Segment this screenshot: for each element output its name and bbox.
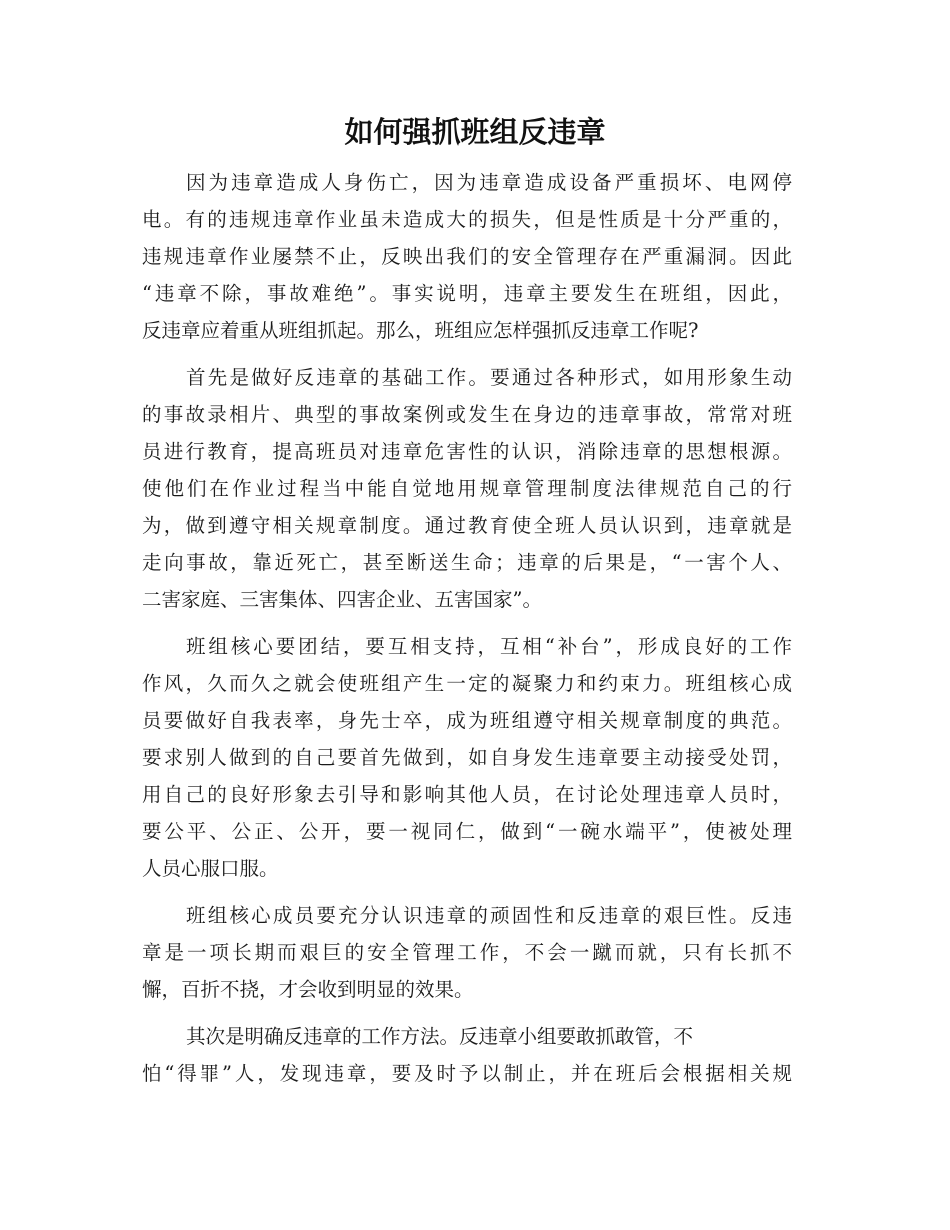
document-title: 如何强抓班组反违章 bbox=[344, 115, 606, 149]
text-line: 的事故录相片、典型的事故案例或发生在身边的违章事故，常常对班 bbox=[142, 403, 792, 426]
text-line: 要公平、公正、公开，要一视同仁，做到“一碗水端平”，使被处理 bbox=[142, 820, 792, 843]
text-line: 章是一项长期而艰巨的安全管理工作，不会一蹴而就，只有长抓不 bbox=[142, 941, 792, 964]
paragraph-spacer bbox=[142, 1008, 792, 1018]
text-line: 班组核心成员要充分认识违章的顽固性和反违章的艰巨性。反违 bbox=[186, 904, 792, 927]
text-line: 懈，百折不挠，才会收到明显的效果。 bbox=[142, 978, 474, 1001]
text-line: 走向事故，靠近死亡，甚至断送生命；违章的后果是，“一害个人、 bbox=[142, 551, 792, 574]
paragraph-spacer bbox=[142, 349, 792, 359]
paragraph-3 bbox=[142, 628, 792, 887]
text-line: 首先是做好反违章的基础工作。要通过各种形式，如用形象生动 bbox=[186, 366, 792, 389]
text-line: 用自己的良好形象去引导和影响其他人员，在讨论处理违章人员时， bbox=[142, 783, 792, 806]
document-body bbox=[142, 164, 792, 1092]
paragraph-2 bbox=[142, 359, 792, 618]
paragraph-spacer bbox=[142, 618, 792, 628]
text-line: 员要做好自我表率，身先士卒，成为班组遵守相关规章制度的典范。 bbox=[142, 709, 792, 732]
text-line: 二害家庭、三害集体、四害企业、五害国家”。 bbox=[142, 588, 542, 611]
text-line: 为，做到遵守相关规章制度。通过教育使全班人员认识到，违章就是 bbox=[142, 514, 792, 537]
text-line: 作风，久而久之就会使班组产生一定的凝聚力和约束力。班组核心成 bbox=[142, 672, 792, 695]
text-line: 要求别人做到的自己要首先做到，如自身发生违章要主动接受处罚， bbox=[142, 746, 792, 769]
text-line: 人员心服口服。 bbox=[142, 857, 279, 880]
text-line: “违章不除，事故难绝”。事实说明，违章主要发生在班组，因此， bbox=[142, 282, 792, 305]
text-line: 违规违章作业屡禁不止，反映出我们的安全管理存在严重漏洞。因此 bbox=[142, 245, 792, 268]
paragraph-spacer bbox=[142, 887, 792, 897]
paragraph-5 bbox=[142, 1018, 792, 1092]
text-line: 反违章应着重从班组抓起。那么，班组应怎样强抓反违章工作呢? bbox=[142, 319, 699, 342]
text-line: 电。有的违规违章作业虽未造成大的损失，但是性质是十分严重的， bbox=[142, 208, 792, 231]
paragraph-4 bbox=[142, 897, 792, 1008]
text-line: 班组核心要团结，要互相支持，互相“补台”，形成良好的工作 bbox=[186, 635, 792, 658]
text-line: 员进行教育，提高班员对违章危害性的认识，消除违章的思想根源。 bbox=[142, 440, 792, 463]
text-line: 使他们在作业过程当中能自觉地用规章管理制度法律规范自己的行 bbox=[142, 477, 792, 500]
paragraph-1 bbox=[142, 164, 792, 349]
text-line: 其次是明确反违章的工作方法。反违章小组要敢抓敢管，不 bbox=[186, 1025, 694, 1048]
text-line: 因为违章造成人身伤亡，因为违章造成设备严重损坏、电网停 bbox=[186, 171, 792, 194]
text-line: 怕“得罪”人，发现违章，要及时予以制止，并在班后会根据相关规 bbox=[142, 1062, 792, 1085]
